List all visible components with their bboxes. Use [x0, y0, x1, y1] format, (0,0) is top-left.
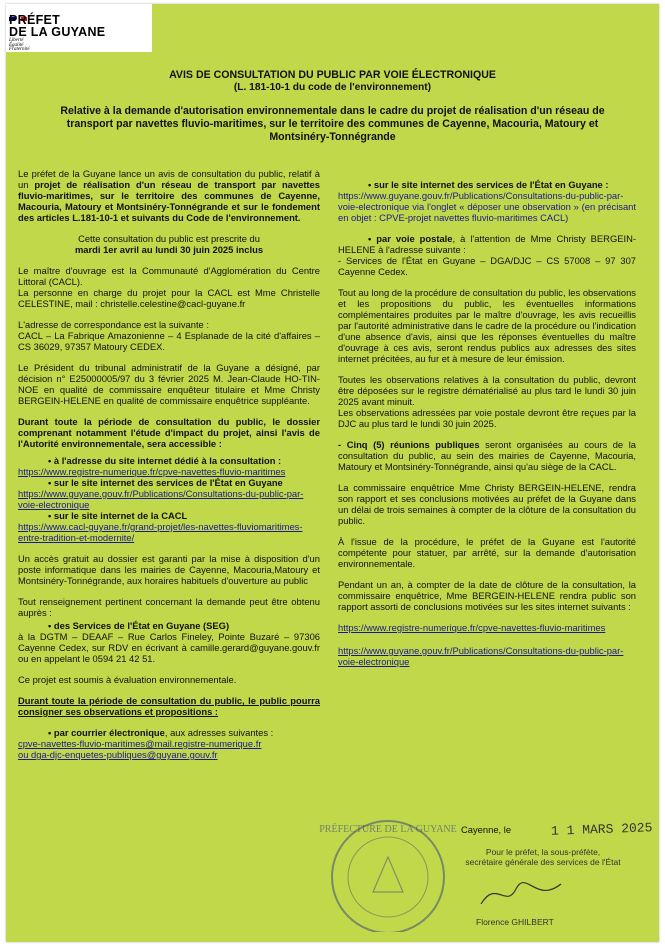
- tribunal-paragraph: Le Président du tribunal administratif de la Guyane a désigné, par décision n° E25000005/97 du 3 février 2025 M. Jean-Claude HO-TIN-NOE en qualité de commissaire enquêteur titulaire et Mme Christy BERGEIN-HELENE en qualité de commissaire enquêtrice suppléante.: [18, 362, 320, 406]
- access-bullet-2: • sur le site internet des services de l'État en Guyane: [48, 477, 283, 488]
- online-paragraph: https://www.guyane.gouv.fr/Publications/Consultations-du-public-par-voie-electronique via l'onglet « déposer une observation » (en précisant en objet : CPVE-projet navettes fluvio-maritimes CACL): [338, 190, 636, 223]
- access-bullet-3: • sur le site internet de la CACL: [48, 510, 188, 521]
- online-bullet: • sur le site internet des services de l'État en Guyane :: [368, 179, 609, 190]
- dga-email-link[interactable]: ou dga-djc-enquetes-publiques@guyane.gouv.fr: [18, 749, 218, 760]
- notice-page: [6, 4, 659, 942]
- signer-name: Florence GHILBERT: [476, 917, 554, 927]
- deadline-paragraph: Toutes les observations relatives à la consultation du public, devront être déposées sur le registre dématérialisé au plus tard le lundi 30 juin 2025 avant minuit.: [338, 374, 636, 407]
- seg-bullet: • des Services de l'État en Guyane (SEG): [48, 620, 230, 631]
- email-paragraph: • par courrier électronique, aux adresses suivantes :: [48, 727, 274, 738]
- access-paragraph: Durant toute la période de consultation du public, le dossier comprenant notamment l'étude d'impact du projet, ainsi l'avis de l'Autorité environnementale, sera accessible :: [18, 416, 320, 449]
- logo-line2: DE LA GUYANE: [9, 25, 106, 39]
- report-paragraph: La commissaire enquêtrice Mme Christy BERGEIN-HELENE, rendra son rapport et ses conclusions motivées au préfet de la Guyane dans un délai de trois semaines à compter de la clôture de la consultation du public.: [338, 482, 636, 526]
- dates-paragraph: Cette consultation du public est prescrite du mardi 1er avril au lundi 30 juin 2025 inclus: [74, 233, 264, 255]
- notice-title: AVIS DE CONSULTATION DU PUBLIC PAR VOIE ÉLECTRONIQUE: [169, 69, 496, 81]
- signature-place: Cayenne, le: [461, 824, 512, 835]
- notice-subject: Relative à la demande d'autorisation environnementale dans le cadre du projet de réalisation d'un réseau de transport par navettes fluvio-maritimes, sur le territoire des communes de Cayenne, Macouria, Matoury et Montsinéry-Tonnégrande: [60, 105, 605, 143]
- handwritten-signature: [476, 874, 566, 914]
- notice-subtitle: (L. 181-10-1 du code de l'environnement): [233, 82, 432, 93]
- prefecture-logo: [6, 4, 152, 52]
- flag-icon: [9, 8, 27, 12]
- report-guyane-link[interactable]: https://www.guyane.gouv.fr/Publications/Consultations-du-public-par-voie-electronique: [338, 645, 624, 667]
- right-column: [338, 179, 636, 667]
- logo-motto: Liberté Égalité Fraternité: [9, 38, 30, 52]
- report-registre-link[interactable]: https://www.registre-numerique.fr/cpve-navettes-fluvio-maritimes: [338, 622, 606, 633]
- owner-paragraph: Le maître d'ouvrage est la Communauté d'Agglomération du Centre Littoral (CACL). La personne en charge du projet pour la CACL est Mme Christelle CELESTINE, mail : christelle.celestine@cacl-guyane.fr: [18, 265, 320, 309]
- procedure-paragraph: Tout au long de la procédure de consultation du public, les observations et les propositions du public, les éventuelles informations complémentaires produites par le maître d'ouvrage, les avis recueillis par l'autorité administrative dans le cadre de la procédure ou l'indication d'une absence d'avis, ainsi que les réponses éventuelles du maître d'ouvrage à ces avis, seront rendus publics aux adresses des sites internet précitées, au fur et à mesure de leur émission.: [338, 287, 636, 364]
- registre-email-link[interactable]: cpve-navettes-fluvio-maritimes@mail.registre-numerique.fr: [18, 738, 262, 749]
- prefecture-stamp: [313, 812, 463, 932]
- postal-deadline-paragraph: Les observations adressées par voie postale devront être reçues par la DJC au plus tard le lundi 30 juin 2025.: [338, 407, 636, 429]
- authority-paragraph: À l'issue de la procédure, le préfet de la Guyane est l'autorité compétente pour statuer, par arrêté, sur la demande d'autorisation environnementale.: [338, 536, 636, 569]
- address-paragraph: L'adresse de correspondance est la suivante : CACL – La Fabrique Amazonienne – 4 Esplanade de la cité d'affaires – CS 36029, 97357 Matoury CEDEX.: [18, 319, 320, 352]
- registre-link[interactable]: https://www.registre-numerique.fr/cpve-navettes-fluvio-maritimes: [18, 466, 286, 477]
- access-bullet-1: • à l'adresse du site internet dédié à la consultation :: [48, 455, 282, 466]
- postal-paragraph: • par voie postale, à l'attention de Mme Christy BERGEIN-HELENE à l'adresse suivante : - Services de l'État en Guyane – DGA/DJC – CS 57008 – 97 307 Cayenne Cedex.: [338, 233, 636, 277]
- info-paragraph: Tout renseignement pertinent concernant la demande peut être obtenu auprès :: [18, 596, 320, 618]
- cacl-link[interactable]: https://www.cacl-guyane.fr/grand-projet/les-navettes-fluviomaritimes-entre-tradition-et-modernite/: [18, 521, 303, 543]
- evaluation-paragraph: Ce projet est soumis à évaluation environnementale.: [18, 674, 237, 685]
- publication-paragraph: Pendant un an, à compter de la date de clôture de la consultation, la commissaire enquêtrice, Mme BERGEIN-HELENE rendra public son rapport assorti de conclusions motivées sur les sites internet suivants :: [338, 579, 636, 612]
- signature-role: Pour le préfet, la sous-préfète, secrétaire générale des services de l'État: [465, 847, 621, 867]
- observations-paragraph: Durant toute la période de consultation du public, le public pourra consigner ses observations et propositions :: [18, 695, 320, 717]
- left-column: [18, 168, 320, 760]
- seg-address: à la DGTM – DEAAF – Rue Carlos Fineley, Pointe Buzaré – 97306 Cayenne Cedex, sur RDV en écrivant à camille.gerard@guyane.gouv.fr ou en appelant le 0594 21 42 51.: [18, 631, 320, 664]
- svg-text:PRÉFECTURE DE LA GUYANE: PRÉFECTURE DE LA GUYANE: [319, 824, 457, 835]
- intro-paragraph: Le préfet de la Guyane lance un avis de consultation du public, relatif à un projet de réalisation d'un réseau de transport par navettes fluvio-maritimes, sur le territoire des communes de Cayenne, Macouria, Matoury et Montsinéry-Tonnégrande et sur le fondement des articles L.181-10-1 et suivants du Code de l'environnement.: [18, 168, 320, 223]
- signature-date: 1 1 MARS 2025: [550, 820, 653, 839]
- free-access-paragraph: Un accès gratuit au dossier est garanti par la mise à disposition d'un poste informatique dans les mairies de Cayenne, Macouria,Matoury et Montsinéry-Tonnégrande, aux horaires habituels d'ouverture au public: [18, 553, 320, 586]
- logo-line1: PRÉFET: [9, 13, 61, 27]
- guyane-gouv-link[interactable]: https://www.guyane.gouv.fr/Publications/Consultations-du-public-par-voie-electronique: [18, 488, 304, 510]
- meetings-paragraph: - Cinq (5) réunions publiques seront organisées au cours de la consultation du public, au sein des mairies de Cayenne, Macouria, Matoury et Montsinéry-Tonnégrande, ainsi qu'au siège de la CACL.: [338, 439, 636, 472]
